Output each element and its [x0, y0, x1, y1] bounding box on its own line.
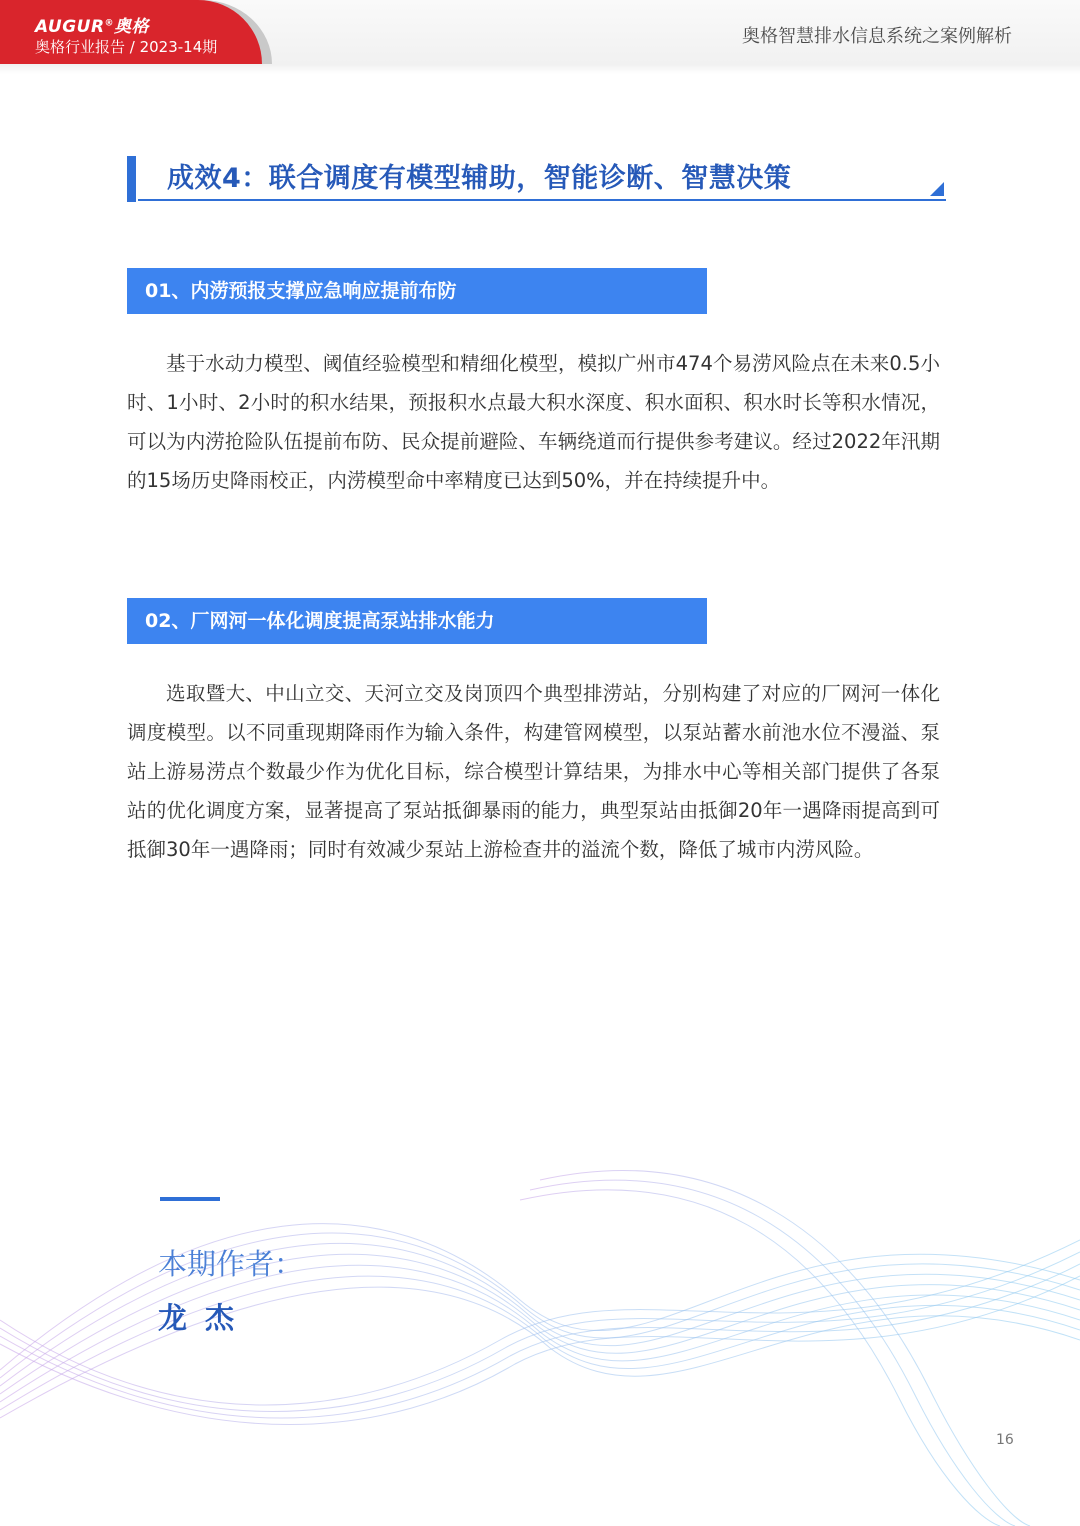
paragraph-02: 选取暨大、中山立交、天河立交及岗顶四个典型排涝站，分别构建了对应的厂网河一体化调度模型。以不同重现期降雨作为输入条件，构建管网模型，以泵站蓄水前池水位不漫溢、泵站上游易涝点个数最少作为优化目标，综合模型计算结果，为排水中心等相关部门提供了各泵站的优化调度方案，显著提高了泵站抵御暴雨的能力，典型泵站由抵御20年一遇降雨提高到可抵御30年一遇降雨；同时有效减少泵站上游检查井的溢流个数，降低了城市内涝风险。 — [127, 682, 940, 861]
page-number: 16 — [996, 1432, 1014, 1448]
subheading-01: 01、内涝预报支撑应急响应提前布防 — [127, 268, 707, 314]
author-label: 本期作者： — [158, 1247, 304, 1281]
paragraph-01: 基于水动力模型、阈值经验模型和精细化模型，模拟广州市474个易涝风险点在未来0.5小时、1小时、2小时的积水结果，预报积水点最大积水深度、积水面积、积水时长等积水情况，可以为内涝抢险队伍提前布防、民众提前避险、车辆绕道而行提供参考建议。经过2022年汛期的15场历史降雨校正，内涝模型命中率精度已达到50%，并在持续提升中。 — [127, 352, 940, 492]
section-title-underline — [138, 199, 946, 201]
header-shadow — [0, 64, 1080, 74]
author-accent-line — [160, 1197, 220, 1201]
section-title: 成效4：联合调度有模型辅助，智能诊断、智慧决策 — [167, 163, 792, 194]
brand-logo — [35, 12, 149, 37]
corner-triangle-icon — [930, 182, 944, 196]
subheading-02: 02、厂网河一体化调度提高泵站排水能力 — [127, 598, 707, 644]
report-issue: 奥格行业报告 / 2023-14期 — [35, 38, 218, 56]
brand-name: AUGUR — [35, 17, 105, 37]
section-title-accent-bar — [127, 156, 136, 202]
document-title: 奥格智慧排水信息系统之案例解析 — [742, 26, 1012, 47]
author-name: 龙杰 — [158, 1301, 253, 1335]
registered-mark: ® — [104, 18, 115, 29]
brand-name-cn: 奥格 — [114, 17, 150, 37]
